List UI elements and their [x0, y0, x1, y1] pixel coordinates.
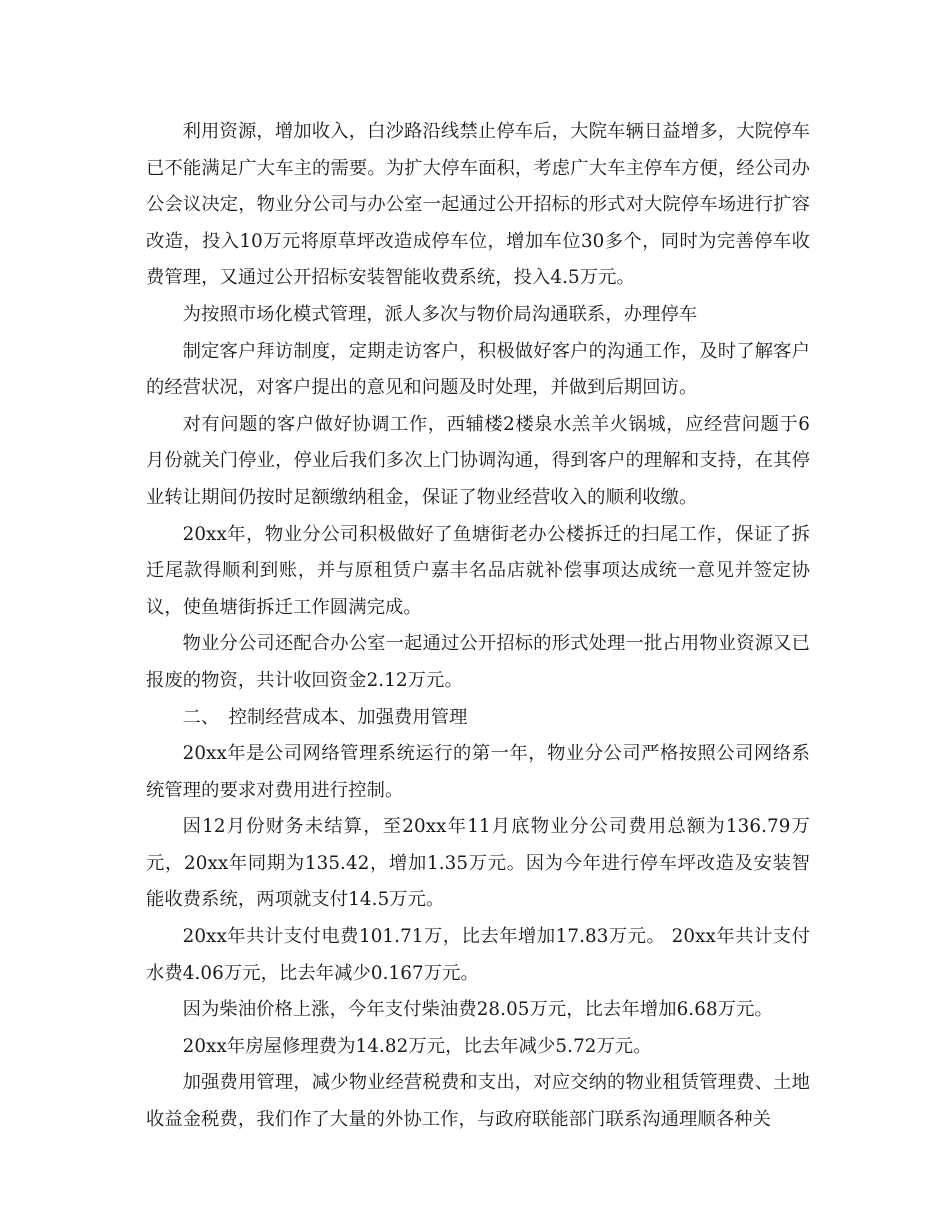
paragraph-network-system: 20xx年是公司网络管理系统运行的第一年，物业分公司严格按照公司网络系统管理的要求对费用进行控制。	[146, 743, 810, 801]
paragraph-client-visits: 制定客户拜访制度，定期走访客户，积极做好客户的沟通工作，及时了解客户的经营状况，对客户提出的意见和问题及时处理，并做到后期回访。	[146, 340, 810, 399]
paragraph-diesel: 因为柴油价格上涨，今年支付柴油费28.05万元，比去年增加6.68万元。	[182, 999, 773, 1021]
paragraph-scrap-disposal: 物业分公司还配合办公室一起通过公开招标的形式处理一批占用物业资源又已报废的物资，共计收回资金2.12万元。	[146, 633, 810, 691]
paragraph-utilities: 20xx年共计支付电费101.71万，比去年增加17.83万元。 20xx年共计支付水费4.06万元，比去年减少0.167万元。	[146, 926, 810, 984]
paragraph-demolition: 20xx年，物业分公司积极做好了鱼塘街老办公楼拆迁的扫尾工作，保证了拆迁尾款得顺利到账，并与原租赁户嘉丰名品店就补偿事项达成统一意见并签定协议，使鱼塘街拆迁工作圆满完成。	[146, 523, 810, 618]
paragraph-repairs: 20xx年房屋修理费为14.82万元，比去年减少5.72万元。	[182, 1035, 652, 1057]
document-page	[146, 114, 810, 1139]
section-heading-cost-control: 二、 控制经营成本、加强费用管理	[182, 706, 468, 728]
paragraph-fee-management: 加强费用管理，减少物业经营税费和支出，对应交纳的物业租赁管理费、土地收益金税费，我们作了大量的外协工作，与政府联能部门联系沟通理顺各种关	[146, 1072, 810, 1131]
paragraph-total-expenses: 因12月份财务未结算，至20xx年11月底物业分公司费用总额为136.79万元，20xx年同期为135.42，增加1.35万元。因为今年进行停车坪改造及安装智能收费系统，两项就支付14.5万元。	[146, 816, 810, 911]
paragraph-pricing-bureau: 为按照市场化模式管理，派人多次与物价局沟通联系，办理停车	[182, 303, 698, 325]
paragraph-client-coordination: 对有问题的客户做好协调工作，西辅楼2楼泉水羔羊火锅城，应经营问题于6月份就关门停业，停业后我们多次上门协调沟通，得到客户的理解和支持，在其停业转让期间仍按时足额缴纳租金，保证了物业经营收入的顺利收缴。	[146, 413, 810, 508]
paragraph-parking-expansion: 利用资源，增加收入，白沙路沿线禁止停车后，大院车辆日益增多，大院停车已不能满足广大车主的需要。为扩大停车面积，考虑广大车主停车方便，经公司办公会议决定，物业分公司与办公室一起通过公开招标的形式对大院停车场进行扩容改造，投入10万元将原草坪改造成停车位，增加车位30多个，同时为完善停车收费管理，又通过公开招标安装智能收费系统，投入4.5万元。	[146, 121, 810, 289]
